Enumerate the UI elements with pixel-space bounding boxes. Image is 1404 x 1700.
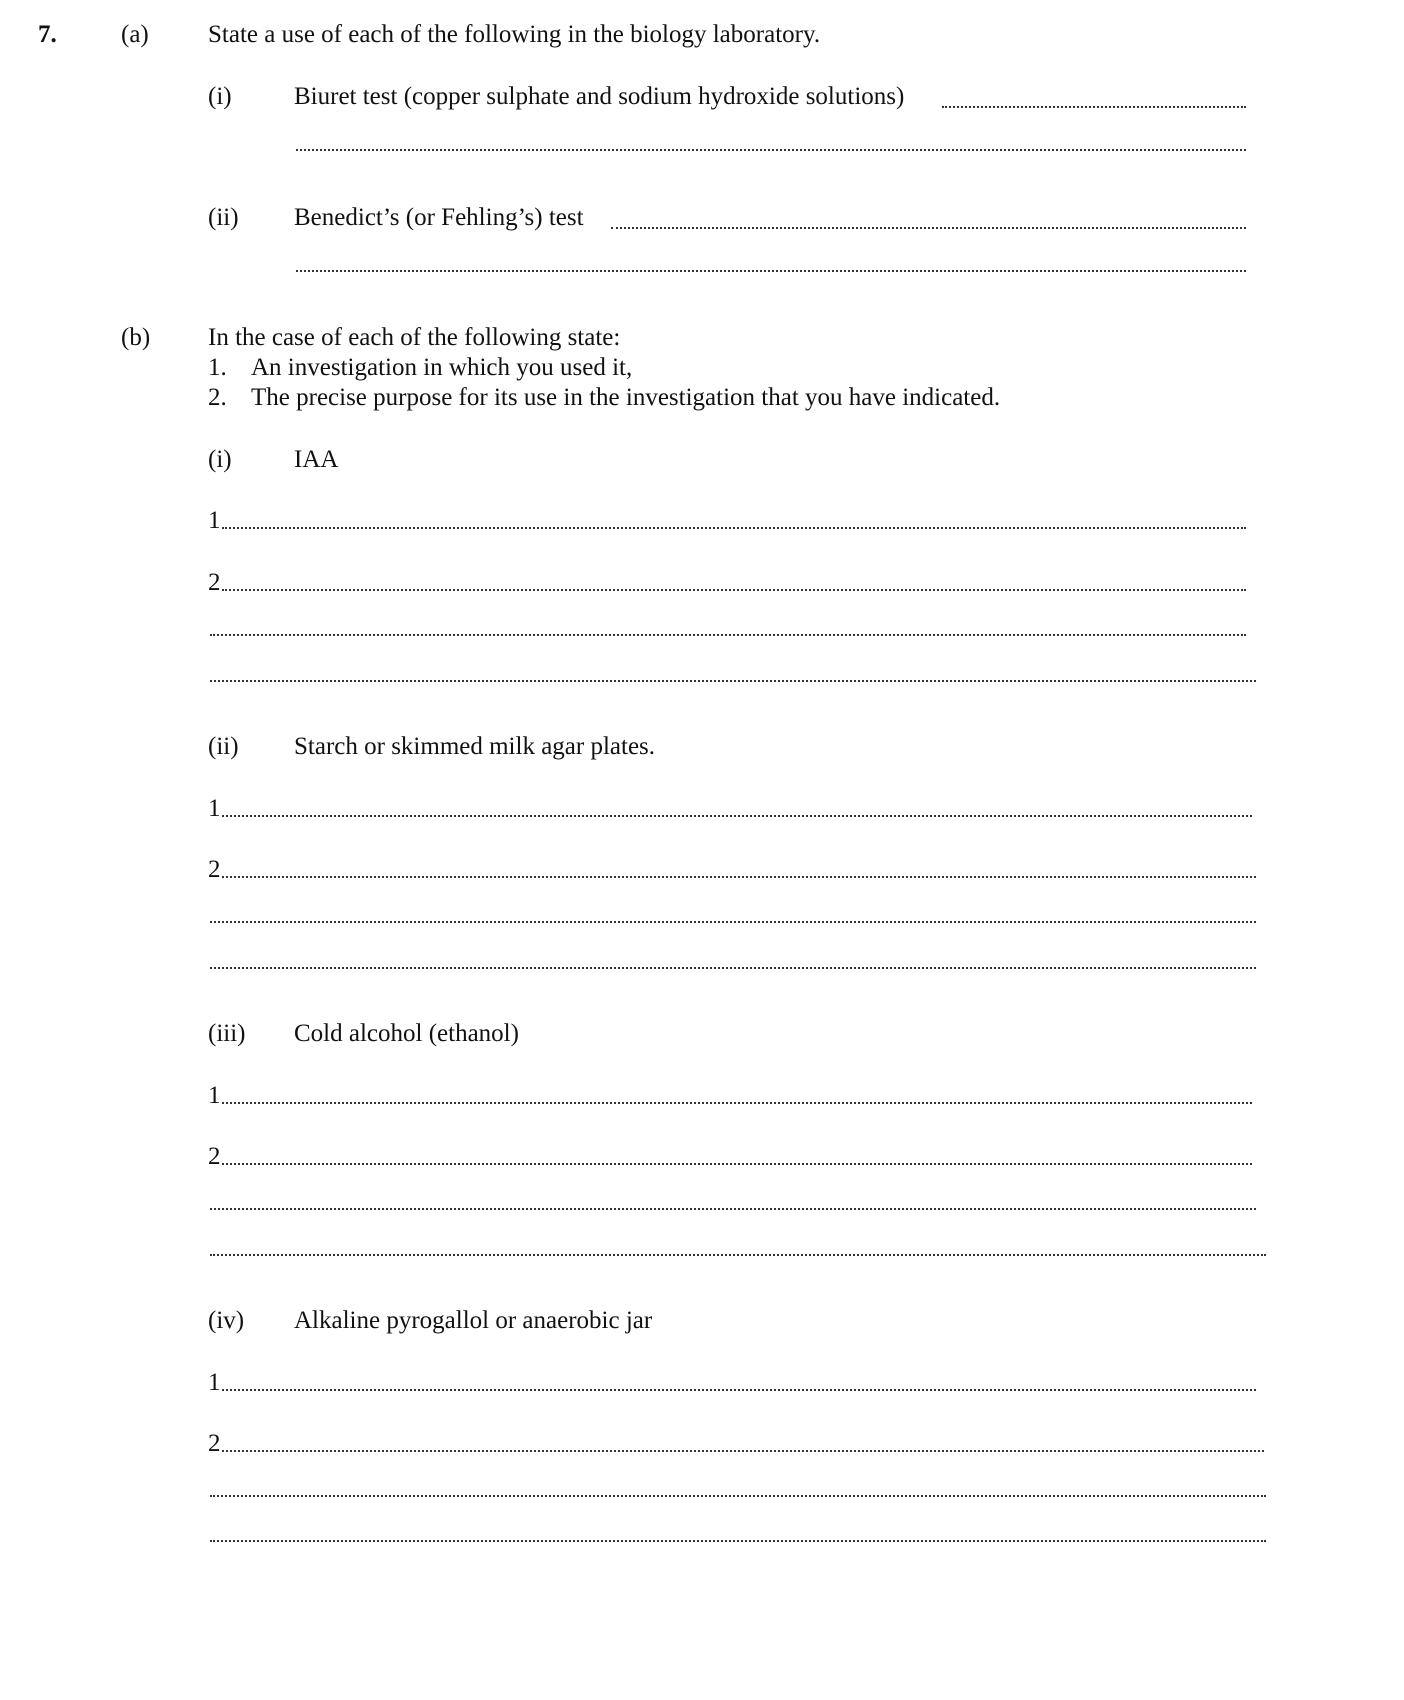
answer-line[interactable] [942,106,1246,108]
part-b-item-text: Cold alcohol (ethanol) [294,1020,519,1047]
answer-line[interactable] [222,815,1252,817]
answer-number: 1 [208,1369,221,1396]
answer-line[interactable] [296,270,1246,272]
part-b-label: (b) [121,324,151,351]
part-a-item-text: Benedict’s (or Fehling’s) test [294,204,584,231]
sub-point-number: 2. [208,384,227,411]
answer-number: 1 [208,795,221,822]
answer-line[interactable] [210,634,1246,636]
part-b-prompt: In the case of each of the following state: [208,324,621,351]
part-a-item-label: (ii) [208,204,239,231]
answer-line[interactable] [222,1450,1264,1452]
question-number: 7. [38,21,57,48]
answer-number: 1 [208,507,221,534]
part-a-item-text: Biuret test (copper sulphate and sodium hydroxide solutions) [294,83,905,110]
part-a-label: (a) [121,21,149,48]
answer-line[interactable] [210,1254,1266,1256]
answer-line[interactable] [210,1495,1266,1497]
answer-line[interactable] [611,227,1246,229]
answer-line[interactable] [222,589,1246,591]
part-b-item-label: (ii) [208,733,239,760]
part-b-item-label: (i) [208,446,232,473]
answer-line[interactable] [222,1163,1252,1165]
answer-line[interactable] [222,527,1246,529]
part-b-item-text: Starch or skimmed milk agar plates. [294,733,656,760]
answer-line[interactable] [222,1102,1252,1104]
sub-point-number: 1. [208,354,227,381]
part-b-item-label: (iii) [208,1020,246,1047]
answer-line[interactable] [210,967,1256,969]
answer-line[interactable] [222,1389,1256,1391]
sub-point-text: An investigation in which you used it, [251,354,633,381]
answer-number: 2 [208,569,221,596]
answer-line[interactable] [296,149,1246,151]
answer-number: 1 [208,1082,221,1109]
part-b-item-label: (iv) [208,1307,245,1334]
part-b-item-text: IAA [294,446,339,473]
part-a-item-label: (i) [208,83,232,110]
sub-point-text: The precise purpose for its use in the investigation that you have indicated. [251,384,1001,411]
answer-number: 2 [208,1430,221,1457]
answer-line[interactable] [210,921,1256,923]
part-b-item-text: Alkaline pyrogallol or anaerobic jar [294,1307,653,1334]
answer-line[interactable] [222,876,1256,878]
answer-number: 2 [208,856,221,883]
part-a-prompt: State a use of each of the following in the biology laboratory. [208,21,821,48]
answer-line[interactable] [210,1208,1256,1210]
answer-line[interactable] [210,1540,1266,1542]
answer-line[interactable] [210,680,1256,682]
answer-number: 2 [208,1143,221,1170]
